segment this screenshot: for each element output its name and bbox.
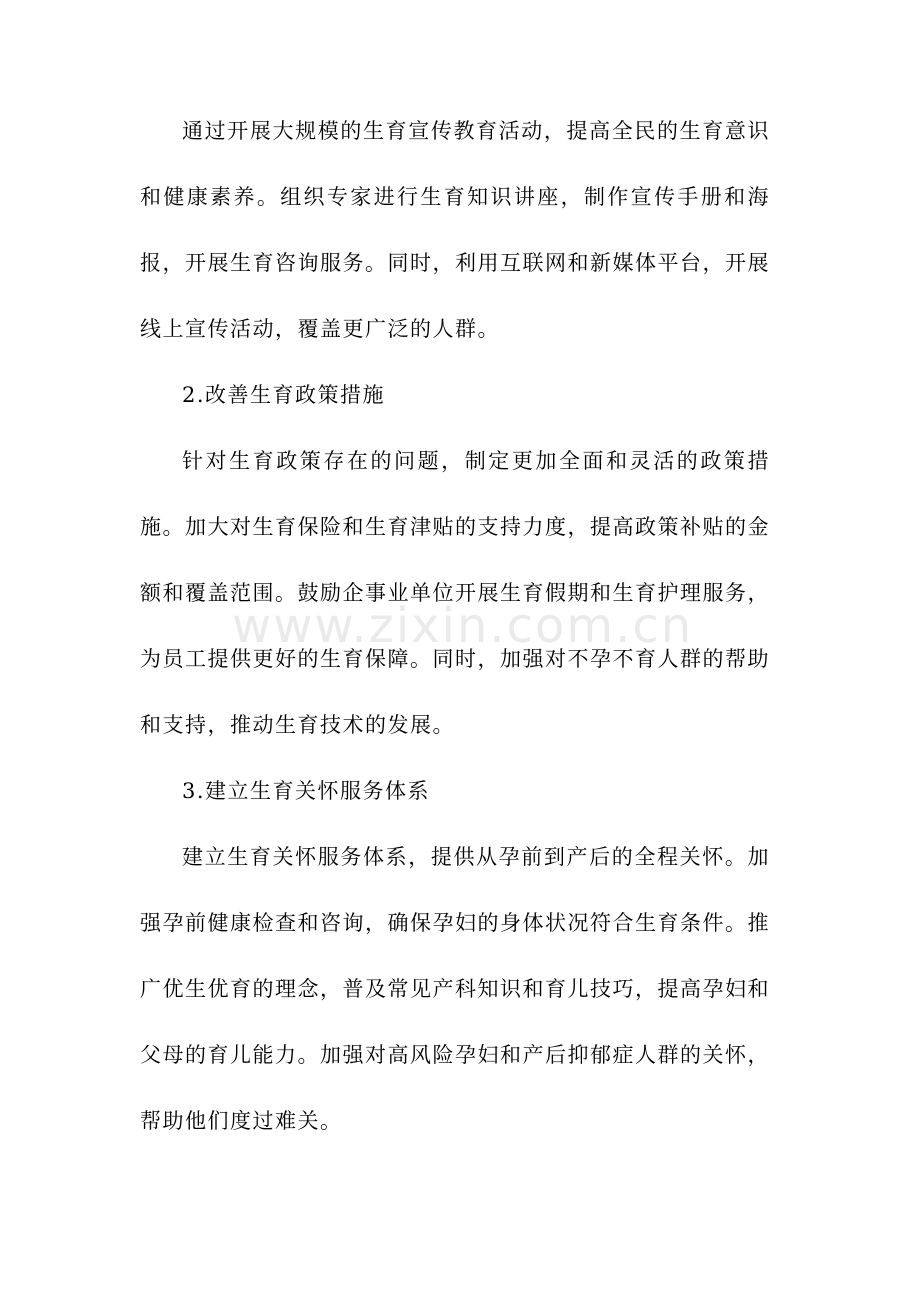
heading-improve-policy: 2.改善生育政策措施 (182, 383, 386, 407)
paragraph-policy: 针对生育政策存在的问题，制定更加全面和灵活的政策措施。加大对生育保险和生育津贴的支持力度，提高政策补贴的金额和覆盖范围。鼓励企事业单位开展生育假期和生育护理服务，为员工提供更好的生育保障。同时，加强对不孕不育人群的帮助和支持，推动生育技术的发展。 (140, 449, 770, 737)
paragraph-publicity: 通过开展大规模的生育宣传教育活动，提高全民的生育意识和健康素养。组织专家进行生育知识讲座，制作宣传手册和海报，开展生育咨询服务。同时，利用互联网和新媒体平台，开展线上宣传活动，覆盖更广泛的人群。 (140, 119, 770, 341)
document-body (140, 98, 770, 1154)
paragraph-care: 建立生育关怀服务体系，提供从孕前到产后的全程关怀。加强孕前健康检查和咨询，确保孕妇的身体状况符合生育条件。推广优生优育的理念，普及常见产科知识和育儿技巧，提高孕妇和父母的育儿能力。加强对高风险孕妇和产后抑郁症人群的关怀，帮助他们度过难关。 (140, 845, 770, 1133)
watermark: www.zixin.com.cn (232, 598, 694, 654)
heading-care-system: 3.建立生育关怀服务体系 (182, 779, 431, 803)
